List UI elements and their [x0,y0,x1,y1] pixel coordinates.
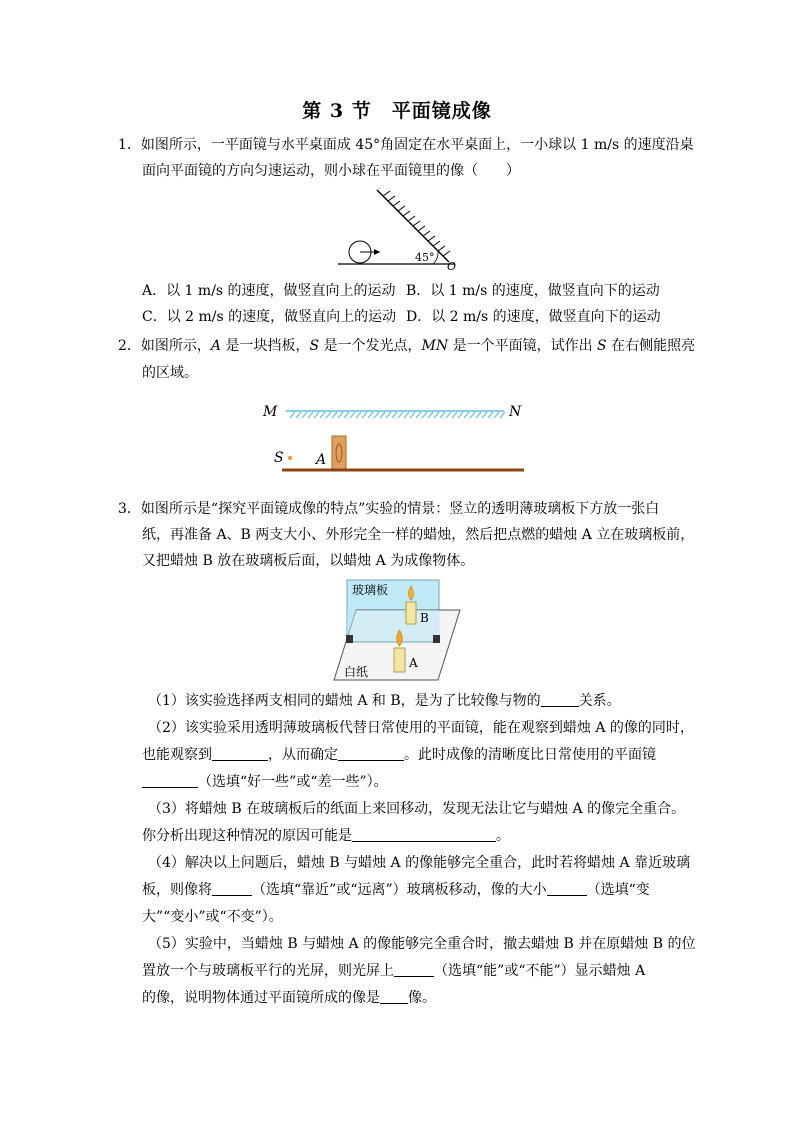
q2-hatch-mark [458,412,463,418]
q2-hatch-mark [446,412,451,418]
q3-sub5-text: 的像，说明物体通过平面镜所成的像是 [142,990,380,1006]
q3-text-2: 纸，再准备 A、B 两支大小、外形完全一样的蜡烛，然后把点燃的蜡烛 A 立在玻璃板前， [142,527,695,543]
q3-sub2-text: 。此时成像的清晰度比日常使用的平面镜 [404,747,656,763]
q3-sub3-line-1: （3）将蜡烛 B 在玻璃板后的纸面上来回移动，发现无法让它与蜡烛 A 的像完全重合。 [148,801,686,817]
q2-hatch-mark [362,412,367,418]
q2-mirror-hatching [290,412,505,418]
q2-mirror-figure [260,398,530,478]
q2-n-label: N [509,404,522,420]
q1-option-c: C．以 2 m/s 的速度，做竖直向上的运动 [142,309,397,325]
q3-sub3-text: 。 [496,828,510,844]
q2-hatch-mark [314,412,319,418]
q2-hatch-mark [494,412,499,418]
q2-hatch-mark [452,412,457,418]
q3-sub2-line-3 [142,773,388,791]
q2-hatch-mark [308,412,313,418]
q2-hatch-mark [350,412,355,418]
q2-hatch-mark [368,412,373,418]
q2-hatch-mark [338,412,343,418]
q3-sub4-text: （选填“变 [586,882,650,898]
q3-sub-1 [148,692,621,710]
q3-sub5-line-3 [142,989,436,1007]
q3-clip-left [346,635,353,643]
q3-number: 3． [118,501,141,517]
q2-number: 2． [118,338,141,354]
q2-a-label: A [316,452,327,468]
q1-number: 1． [118,137,141,153]
q2-hatch-mark [476,412,481,418]
q3-sub5-blank-2[interactable] [380,989,408,1004]
q3-sub4-blank-1[interactable] [212,881,252,896]
q1-o-label: O [447,260,457,270]
q3-sub1-text: 关系。 [578,693,621,709]
q1-mirror-figure [330,188,465,270]
q2-hatch-mark [398,412,403,418]
q3-paper-label: 白纸 [344,665,369,679]
q3-line-1 [118,500,659,518]
q2-m-label: M [263,404,278,420]
q3-sub5-text: （选填“能”或“不能”）显示蜡烛 A [434,963,646,979]
q3-clip-right [433,635,440,643]
q2-hatch-mark [392,412,397,418]
q3-sub4-line-2 [142,881,650,899]
q3-sub2-blank-1[interactable] [212,746,268,761]
q3-b-label: B [420,611,429,625]
q1-option-a: A．以 1 m/s 的速度，做竖直向上的运动 [142,283,396,299]
q2-hatch-mark [500,412,505,418]
q2-hatch-mark [482,412,487,418]
q3-sub5-line-2 [142,962,645,980]
q3-sub2-blank-3[interactable] [142,773,198,788]
q3-sub3-text: 你分析出现这种情况的原因可能是 [142,828,352,844]
q3-sub4-line-1: （4）解决以上问题后，蜡烛 B 与蜡烛 A 的像能够完全重合，此时若将蜡烛 A 靠近玻璃 [148,855,691,871]
q1-option-d: D．以 2 m/s 的速度，做竖直向下的运动 [406,309,661,325]
q3-sub2-text: ，从而确定 [268,747,338,763]
q2-hatch-mark [428,412,433,418]
q3-sub3-line-2 [142,827,510,845]
q3-text-1: 如图所示是“探究平面镜成像的特点”实验的情景：竖立的透明薄玻璃板下方放一张白 [140,501,660,517]
q3-sub1-text: （1）该实验选择两支相同的蜡烛 A 和 B，是为了比较像与物的 [148,693,541,709]
q2-hatch-mark [410,412,415,418]
q3-sub4-line-3: 大”“变小”或“不变”）。 [142,909,283,925]
q1-angle-label: 45° [415,251,435,264]
q3-sub5-line-1: （5）实验中，当蜡烛 B 与蜡烛 A 的像能够完全重合时，撤去蜡烛 B 并在原蜡烛 B 的位 [148,936,696,952]
q2-hatch-mark [344,412,349,418]
q3-sub1-blank[interactable] [541,692,579,707]
q2-hatch-mark [326,412,331,418]
q3-sub2-line-2 [142,746,656,764]
q3-sub4-blank-2[interactable] [547,881,587,896]
q3-sub5-blank-1[interactable] [394,962,434,977]
page-title: 第 3 节 平面镜成像 [302,100,492,122]
q3-glass-label: 玻璃板 [352,583,389,597]
q2-hatch-mark [356,412,361,418]
q2-hatch-mark [434,412,439,418]
q3-candle-a [394,648,405,672]
q1-mirror-hatching [379,188,450,256]
q2-hatch-mark [416,412,421,418]
q3-sub3-blank[interactable] [352,827,496,842]
q3-candle-b [406,602,416,624]
q3-sub2-text: 也能观察到 [142,747,212,763]
q1-text-1: 如图所示，一平面镜与水平桌面成 45°角固定在水平桌面上，一小球以 1 m/s 的速度沿桌 [140,137,694,153]
q2-light-source [288,456,292,460]
q2-hatch-mark [404,412,409,418]
q2-hatch-mark [488,412,493,418]
q3-text-3: 又把蜡烛 B 放在玻璃板后面，以蜡烛 A 为成像物体。 [142,553,475,569]
q2-s-label: S [274,450,284,466]
q2-var-mn: MN [421,338,449,354]
q2-var-a: A [210,338,222,354]
q2-hatch-mark [380,412,385,418]
q2-text-2: 的区域。 [142,365,198,381]
q2-hatch-mark [422,412,427,418]
q2-hatch-mark [470,412,475,418]
q1-line-1 [118,136,694,154]
q2-hatch-mark [386,412,391,418]
q3-sub2-line-1: （2）该实验采用透明薄玻璃板代替日常使用的平面镜，能在观察到蜡烛 A 的像的同时， [148,720,694,736]
q1-option-b: B．以 1 m/s 的速度，做竖直向下的运动 [406,283,660,299]
q2-text: 是一块挡板， [221,338,310,354]
q2-hatch-mark [290,412,295,418]
q2-text: 如图所示， [140,338,211,354]
q2-line-1 [118,337,695,355]
q2-hatch-mark [464,412,469,418]
q3-a-label: A [409,656,418,670]
q1-arrow-head [374,249,380,255]
q3-candle-figure [330,578,465,682]
q2-hatch-mark [296,412,301,418]
q3-sub2-blank-2[interactable] [338,746,404,761]
q3-sub5-text: 像。 [408,990,436,1006]
q2-board-a [332,436,346,470]
q2-hatch-mark [440,412,445,418]
q2-text: 是一个平面镜，试作出 [448,338,598,354]
q2-text: 在右侧能照亮 [606,338,696,354]
q2-hatch-mark [320,412,325,418]
q3-sub2-text: （选填“好一些”或“差一些”）。 [198,774,388,790]
q2-hatch-mark [332,412,337,418]
q3-sub4-text: 板，则像将 [142,882,212,898]
q2-text: 是一个发光点， [319,338,422,354]
q2-hatch-mark [302,412,307,418]
q1-text-2: 面向平面镜的方向匀速运动，则小球在平面镜里的像（ ） [142,163,520,179]
q2-hatch-mark [374,412,379,418]
q2-var-s: S [597,338,607,354]
q3-sub5-text: 置放一个与玻璃板平行的光屏，则光屏上 [142,963,394,979]
q2-var-s: S [309,338,320,354]
q3-sub4-text: （选填“靠近”或“远离”）玻璃板移动，像的大小 [252,882,547,898]
